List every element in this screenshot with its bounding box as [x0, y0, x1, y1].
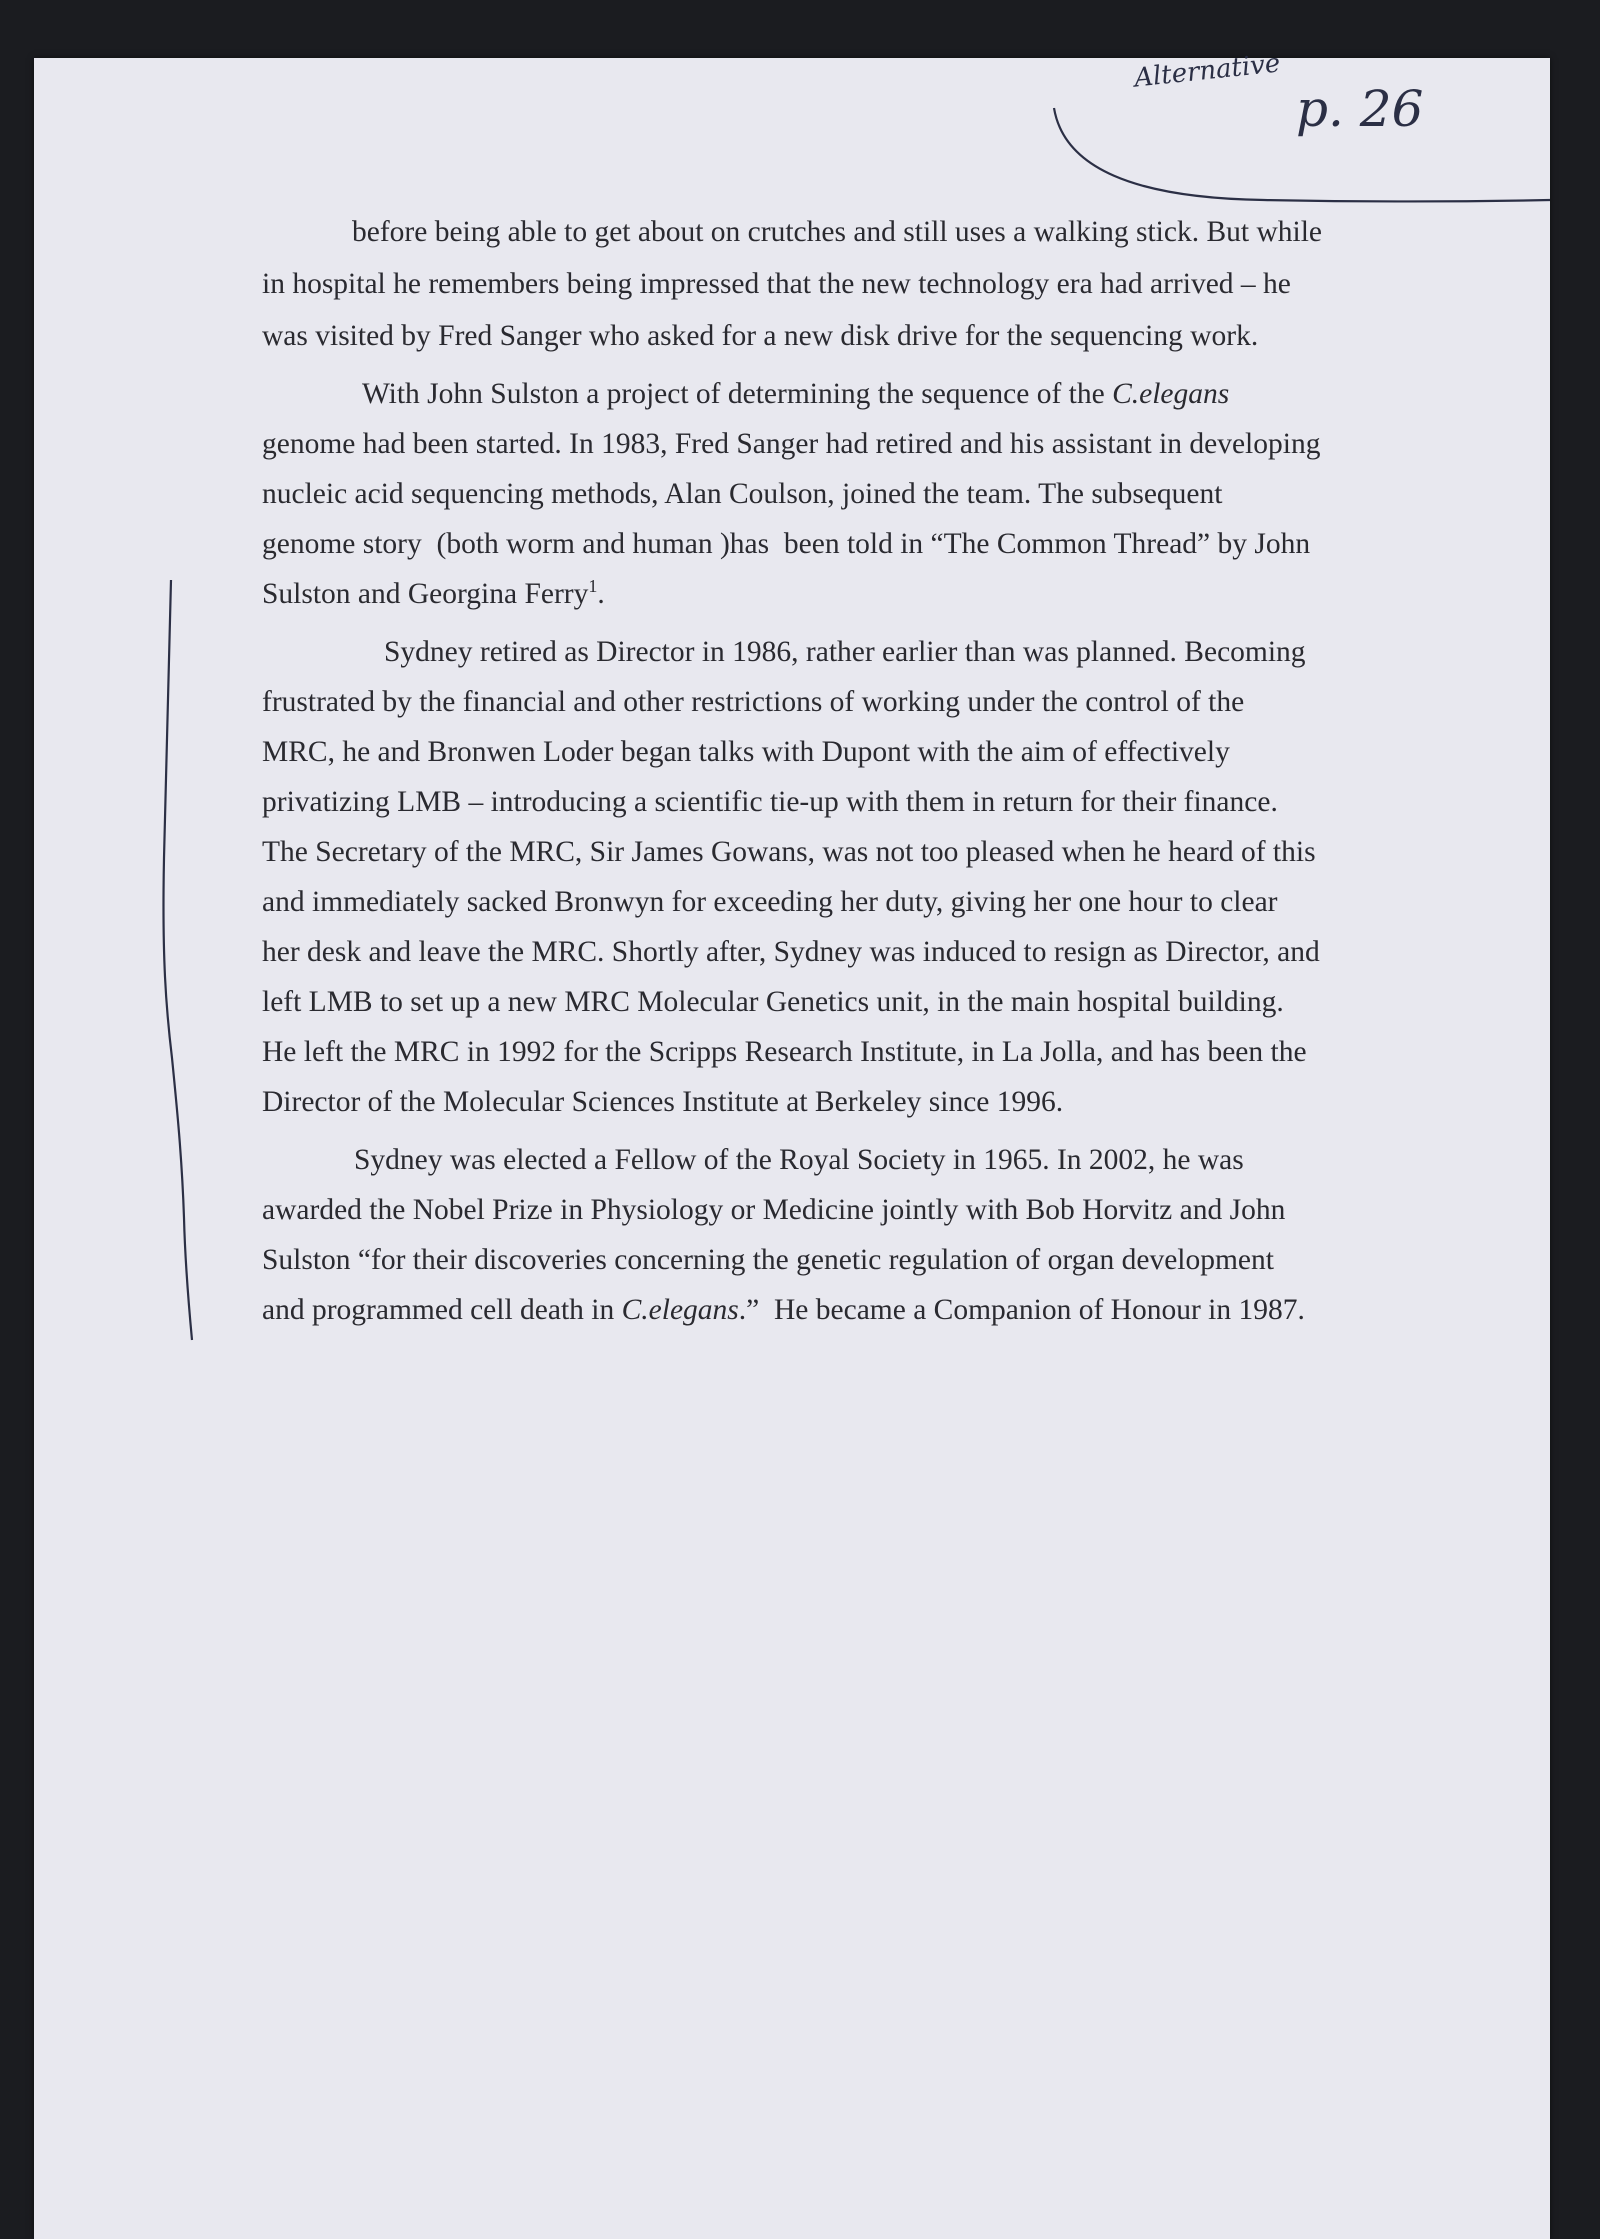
- text-line: was visited by Fred Sanger who asked for a new disk drive for the sequencing work.: [262, 320, 1259, 352]
- text-line: genome had been started. In 1983, Fred Sanger had retired and his assistant in developing: [262, 428, 1321, 460]
- text-line: awarded the Nobel Prize in Physiology or Medicine jointly with Bob Horvitz and John: [262, 1194, 1286, 1226]
- text-line: frustrated by the financial and other restrictions of working under the control of the: [262, 686, 1245, 718]
- margin-line: [163, 580, 192, 1340]
- text-line: With John Sulston a project of determining the sequence of the C.elegans: [362, 378, 1230, 410]
- species-name: C.elegans: [621, 1294, 739, 1326]
- text-line: The Secretary of the MRC, Sir James Gowans, was not too pleased when he heard of this: [262, 836, 1316, 868]
- text-line: Director of the Molecular Sciences Institute at Berkeley since 1996.: [262, 1086, 1064, 1118]
- text-line: Sulston “for their discoveries concerning the genetic regulation of organ development: [262, 1244, 1274, 1276]
- text-line: left LMB to set up a new MRC Molecular Genetics unit, in the main hospital building.: [262, 986, 1284, 1018]
- text-line: Sydney retired as Director in 1986, rather earlier than was planned. Becoming: [384, 636, 1306, 668]
- handwritten-page-number: p. 26: [1296, 80, 1424, 138]
- text-line: He left the MRC in 1992 for the Scripps Research Institute, in La Jolla, and has been the: [262, 1036, 1307, 1068]
- text-line: privatizing LMB – introducing a scientific tie-up with them in return for their finance.: [262, 786, 1278, 818]
- species-name: C.elegans: [1112, 378, 1230, 410]
- text-line: her desk and leave the MRC. Shortly after, Sydney was induced to resign as Director, and: [262, 936, 1320, 968]
- text-line: genome story (both worm and human )has been told in “The Common Thread” by John: [262, 528, 1311, 560]
- text-line: and programmed cell death in C.elegans.” He became a Companion of Honour in 1987.: [262, 1294, 1305, 1326]
- text-line: and immediately sacked Bronwyn for exceeding her duty, giving her one hour to clear: [262, 886, 1278, 918]
- footnote-marker: 1: [588, 576, 598, 597]
- text-line: before being able to get about on crutches and still uses a walking stick. But while: [352, 216, 1322, 248]
- text-line: in hospital he remembers being impressed that the new technology era had arrived – he: [262, 268, 1291, 300]
- document-page: [34, 48, 1550, 2239]
- text-line: nucleic acid sequencing methods, Alan Coulson, joined the team. The subsequent: [262, 478, 1223, 510]
- text-line: MRC, he and Bronwen Loder began talks with Dupont with the aim of effectively: [262, 736, 1230, 768]
- text-line: Sydney was elected a Fellow of the Royal Society in 1965. In 2002, he was: [354, 1144, 1244, 1176]
- handwritten-word: Alternative: [1132, 48, 1282, 94]
- text-line: Sulston and Georgina Ferry$^1$.: [262, 576, 605, 610]
